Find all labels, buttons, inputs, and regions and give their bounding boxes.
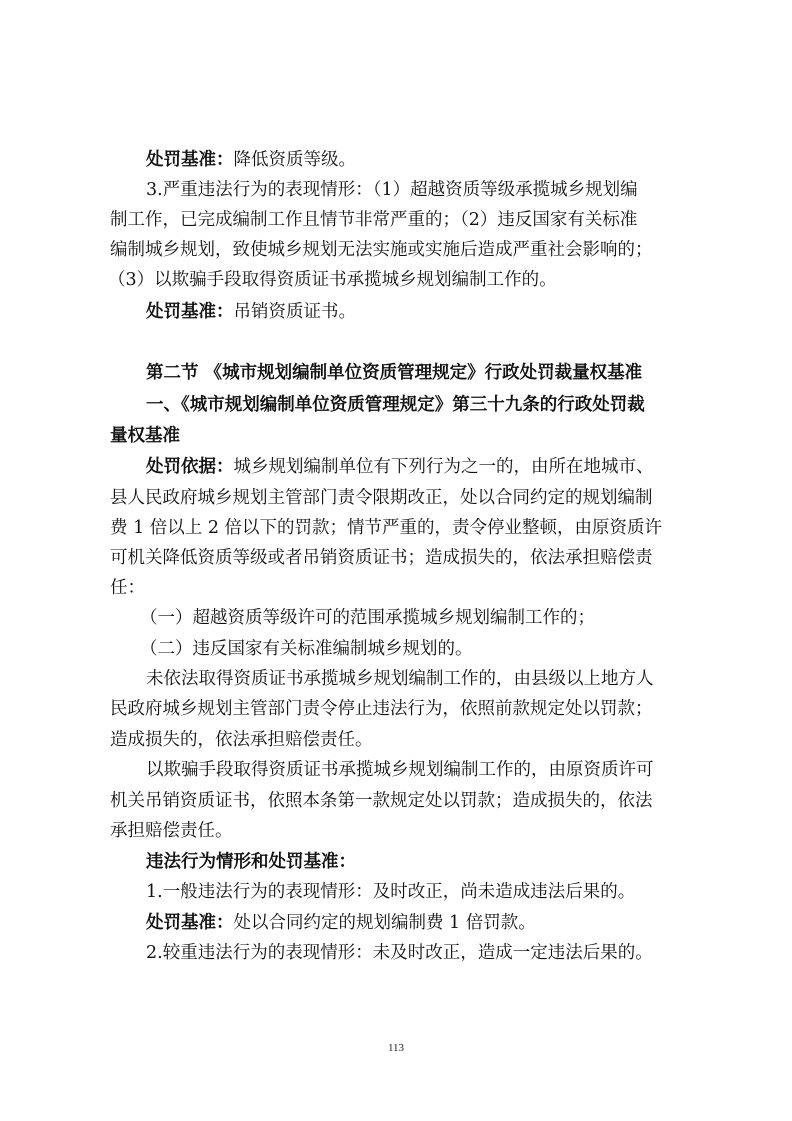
- text-line: 2.较重违法行为的表现情形：未及时改正，造成一定违法后果的。: [146, 943, 653, 963]
- penalty-basis-line: 处罚依据：城乡规划编制单位有下列行为之一的，由所在地城市、: [146, 457, 654, 477]
- subsection-heading: 一、《城市规划编制单位资质管理规定》第三十九条的行政处罚裁: [146, 395, 645, 415]
- violation-standards-heading: 违法行为情形和处罚基准：: [146, 852, 356, 872]
- text-line: 3.严重违法行为的表现情形：（1）超越资质等级承揽城乡规划编: [146, 180, 638, 200]
- text-line: （3）以欺骗手段取得资质证书承揽城乡规划编制工作的。: [108, 270, 557, 290]
- subsection-heading-cont: 量权基准: [110, 426, 180, 446]
- section-heading: 第二节 《城市规划编制单位资质管理规定》行政处罚裁量权基准: [146, 363, 643, 383]
- text-line: 民政府城乡规划主管部门责令停止违法行为，依照前款规定处以罚款；: [110, 699, 653, 719]
- text-line: 未依法取得资质证书承揽城乡规划编制工作的，由县级以上地方人: [146, 669, 654, 689]
- text-line: 造成损失的，依法承担赔偿责任。: [110, 730, 373, 750]
- text-line: 承担赔偿责任。: [110, 821, 233, 841]
- page-number: 113: [387, 1042, 405, 1054]
- list-item: （二）违反国家有关标准编制城乡规划的。: [140, 639, 473, 659]
- text-line: 费 1 倍以上 2 倍以下的罚款；情节严重的，责令停业整顿，由原资质许: [110, 518, 663, 538]
- penalty-standard-line: 处罚基准：处以合同约定的规划编制费 1 倍罚款。: [146, 913, 536, 933]
- text-line: 1.一般违法行为的表现情形：及时改正，尚未造成违法后果的。: [146, 882, 636, 902]
- text-line: 任：: [110, 578, 145, 598]
- penalty-standard-line: 处罚基准：吊销资质证书。: [146, 302, 356, 322]
- list-item: （一）超越资质等级许可的范围承揽城乡规划编制工作的；: [140, 608, 595, 628]
- text-line: 可机关降低资质等级或者吊销资质证书；造成损失的，依法承担赔偿责: [110, 548, 653, 568]
- text-line: 机关吊销资质证书，依照本条第一款规定处以罚款；造成损失的，依法: [110, 791, 653, 811]
- text-line: 以欺骗手段取得资质证书承揽城乡规划编制工作的，由原资质许可: [146, 760, 654, 780]
- penalty-standard-line: 处罚基准：降低资质等级。: [146, 150, 356, 170]
- text-line: 编制城乡规划，致使城乡规划无法实施或实施后造成严重社会影响的；: [110, 240, 653, 260]
- text-line: 制工作，已完成编制工作且情节非常严重的；（2）违反国家有关标准: [110, 210, 638, 230]
- text-line: 县人民政府城乡规划主管部门责令限期改正，处以合同约定的规划编制: [110, 488, 653, 508]
